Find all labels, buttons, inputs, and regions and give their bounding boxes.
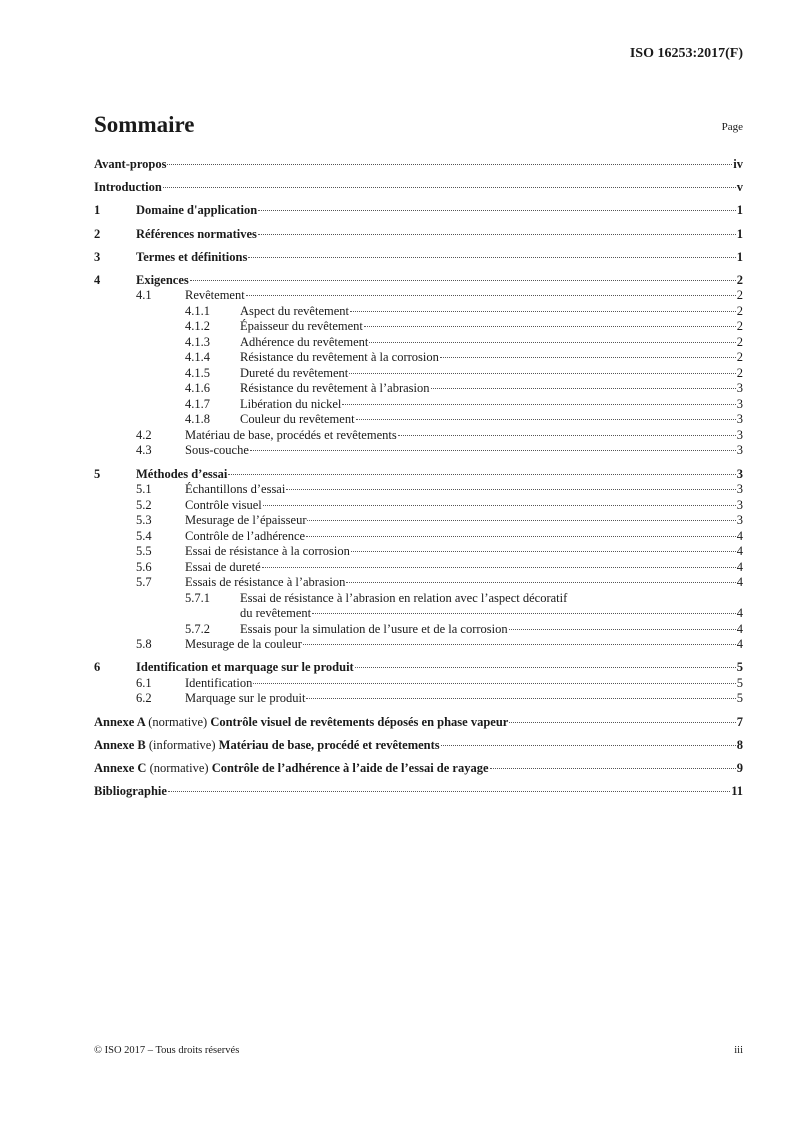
toc-entry[interactable] — [94, 366, 743, 382]
toc-entry[interactable] — [94, 715, 743, 731]
entry-page: 4 — [736, 637, 743, 652]
entry-page: 2 — [736, 272, 743, 287]
entry-title: Contrôle visuel — [185, 497, 262, 512]
dot-leader — [228, 474, 735, 475]
entry-title: Résistance du revêtement à l’abrasion — [240, 381, 430, 396]
entry-title: Sous-couche — [185, 443, 249, 458]
entry-title: Contrôle de l’adhérence à l’aide de l’essai de rayage — [211, 760, 489, 775]
dot-leader — [351, 551, 736, 552]
page-title: Sommaire — [94, 112, 195, 137]
dot-leader — [346, 582, 735, 583]
dot-leader — [258, 234, 736, 235]
entry-title: Essais de résistance à l’abrasion — [185, 575, 346, 590]
toc-entry[interactable] — [94, 738, 743, 754]
toc-entry[interactable] — [94, 575, 743, 591]
toc-entry[interactable] — [94, 761, 743, 777]
table-of-contents — [94, 157, 743, 800]
entry-page: 3 — [736, 412, 743, 427]
entry-title: Introduction — [94, 180, 162, 195]
entry-page: 4 — [736, 528, 743, 543]
document-id-header: ISO 16253:2017(F) — [629, 46, 743, 61]
toc-entry[interactable] — [94, 691, 743, 707]
annex-label: Annexe B — [94, 737, 146, 752]
toc-entry[interactable] — [94, 180, 743, 196]
entry-page: 4 — [736, 621, 743, 636]
entry-number: 4.1 — [136, 288, 152, 303]
entry-page: 2 — [736, 288, 743, 303]
entry-title: Essais pour la simulation de l’usure et de la corrosion — [240, 621, 508, 636]
entry-title: Adhérence du revêtement — [240, 334, 369, 349]
entry-title: Marquage sur le produit — [185, 691, 306, 706]
entry-number: 5.7.2 — [185, 621, 210, 636]
entry-page: 8 — [736, 737, 743, 752]
entry-number: 6.1 — [136, 675, 152, 690]
toc-entry[interactable] — [94, 350, 743, 366]
entry-title: Essai de dureté — [185, 559, 261, 574]
entry-number: 3 — [94, 249, 101, 264]
toc-entry[interactable] — [94, 513, 743, 529]
entry-title: Aspect du revêtement — [240, 303, 349, 318]
annex-label: Annexe A — [94, 714, 146, 729]
annex-title — [94, 738, 440, 754]
entry-page: 1 — [736, 226, 743, 241]
entry-number: 4.1.2 — [185, 319, 210, 334]
toc-entry[interactable] — [94, 606, 743, 622]
entry-number: 5.2 — [136, 497, 152, 512]
entry-number: 4.1.8 — [185, 412, 210, 427]
entry-title: Méthodes d’essai — [136, 466, 228, 481]
entry-page: 3 — [736, 381, 743, 396]
entry-number: 4.3 — [136, 443, 152, 458]
entry-title: Essai de résistance à l’abrasion en relation avec l’aspect décoratif — [240, 590, 568, 605]
entry-title: Références normatives — [136, 226, 257, 241]
entry-number: 6.2 — [136, 691, 152, 706]
entry-page: 2 — [736, 303, 743, 318]
page-number: iii — [734, 1045, 743, 1056]
entry-page: v — [736, 180, 743, 195]
entry-number: 5.6 — [136, 559, 152, 574]
toc-entry[interactable] — [94, 157, 743, 173]
entry-title: Dureté du revêtement — [240, 365, 349, 380]
dot-leader — [350, 311, 736, 312]
entry-number: 5.3 — [136, 513, 152, 528]
entry-number: 4.1.3 — [185, 334, 210, 349]
toc-entry[interactable] — [94, 304, 743, 320]
entry-number: 5 — [94, 466, 101, 481]
toc-entry[interactable] — [94, 203, 743, 219]
toc-entry[interactable] — [94, 498, 743, 514]
entry-title: Termes et définitions — [136, 249, 248, 264]
entry-title: Libération du nickel — [240, 396, 342, 411]
toc-entry[interactable] — [94, 273, 743, 289]
dot-leader — [250, 450, 736, 451]
entry-page: 2 — [736, 350, 743, 365]
entry-title: Mesurage de la couleur — [185, 637, 302, 652]
dot-leader — [369, 342, 735, 343]
entry-title: Revêtement — [185, 288, 245, 303]
toc-entry[interactable] — [94, 591, 743, 607]
entry-page: 1 — [736, 249, 743, 264]
toc-entry[interactable] — [94, 544, 743, 560]
entry-page: 5 — [736, 691, 743, 706]
entry-page: 3 — [736, 466, 743, 481]
entry-number: 5.8 — [136, 637, 152, 652]
footer — [94, 1045, 743, 1056]
toc-entry[interactable] — [94, 288, 743, 304]
page-column-label: Page — [721, 121, 743, 133]
entry-title: Exigences — [136, 272, 189, 287]
entry-title: du revêtement — [240, 606, 312, 621]
entry-number: 4.1.7 — [185, 396, 210, 411]
toc-entry[interactable] — [94, 467, 743, 483]
toc-entry[interactable] — [94, 529, 743, 545]
dot-leader — [398, 435, 736, 436]
annex-title — [94, 761, 489, 777]
entry-title: Domaine d'application — [136, 203, 258, 218]
toc-entry[interactable] — [94, 784, 743, 800]
annex-type: (informative) — [148, 737, 216, 752]
dot-leader — [306, 536, 736, 537]
dot-leader — [190, 280, 736, 281]
entry-page: 3 — [736, 482, 743, 497]
entry-title: Mesurage de l’épaisseur — [185, 513, 307, 528]
dot-leader — [168, 791, 730, 792]
annex-title — [94, 715, 508, 731]
dot-leader — [253, 683, 735, 684]
dot-leader — [355, 667, 736, 668]
toc-entry[interactable] — [94, 335, 743, 351]
annex-label: Annexe C — [94, 760, 147, 775]
entry-page: 4 — [736, 544, 743, 559]
dot-leader — [342, 404, 735, 405]
toc-entry[interactable] — [94, 319, 743, 335]
toc-entry[interactable] — [94, 250, 743, 266]
entry-title: Contrôle visuel de revêtements déposés en phase vapeur — [210, 714, 509, 729]
annex-type: (normative) — [149, 760, 209, 775]
dot-leader — [303, 644, 736, 645]
annex-type: (normative) — [148, 714, 208, 729]
entry-number: 4 — [94, 272, 101, 287]
dot-leader — [509, 722, 735, 723]
entry-page: 7 — [736, 714, 743, 729]
dot-leader — [167, 164, 732, 165]
entry-number: 4.2 — [136, 427, 152, 442]
dot-leader — [286, 489, 735, 490]
entry-title: Échantillons d’essai — [185, 482, 286, 497]
toc-entry[interactable] — [94, 428, 743, 444]
toc-entry[interactable] — [94, 227, 743, 243]
entry-page: 4 — [736, 559, 743, 574]
dot-leader — [364, 326, 736, 327]
entry-page: 2 — [736, 319, 743, 334]
dot-leader — [431, 388, 736, 389]
entry-number: 5.7.1 — [185, 590, 210, 605]
dot-leader — [312, 613, 736, 614]
dot-leader — [356, 419, 736, 420]
entry-title: Matériau de base, procédés et revêtements — [185, 427, 397, 442]
dot-leader — [509, 629, 736, 630]
entry-title: Identification et marquage sur le produit — [136, 660, 354, 675]
toc-entry[interactable] — [94, 482, 743, 498]
entry-page: 3 — [736, 513, 743, 528]
entry-page: 2 — [736, 334, 743, 349]
entry-title: Bibliographie — [94, 784, 167, 799]
entry-page: 5 — [736, 660, 743, 675]
entry-page: 3 — [736, 443, 743, 458]
dot-leader — [441, 745, 736, 746]
dot-leader — [263, 505, 736, 506]
entry-number: 5.7 — [136, 575, 152, 590]
dot-leader — [306, 698, 735, 699]
entry-title: Couleur du revêtement — [240, 412, 355, 427]
dot-leader — [262, 567, 736, 568]
entry-title: Matériau de base, procédé et revêtements — [218, 737, 440, 752]
entry-page: 4 — [736, 606, 743, 621]
toc-entry[interactable] — [94, 660, 743, 676]
copyright: © ISO 2017 – Tous droits réservés — [94, 1045, 240, 1056]
entry-number: 4.1.5 — [185, 365, 210, 380]
dot-leader — [248, 257, 735, 258]
toc-entry[interactable] — [94, 381, 743, 397]
entry-number: 1 — [94, 203, 101, 218]
toc-entry[interactable] — [94, 676, 743, 692]
toc-entry[interactable] — [94, 412, 743, 428]
toc-entry[interactable] — [94, 443, 743, 459]
entry-page: 1 — [736, 203, 743, 218]
entry-number: 4.1.4 — [185, 350, 210, 365]
dot-leader — [490, 768, 736, 769]
entry-title: Contrôle de l’adhérence — [185, 528, 306, 543]
entry-title: Résistance du revêtement à la corrosion — [240, 350, 439, 365]
dot-leader — [258, 210, 736, 211]
entry-page: 5 — [736, 675, 743, 690]
dot-leader — [246, 295, 736, 296]
entry-number: 5.5 — [136, 544, 152, 559]
toc-entry[interactable] — [94, 622, 743, 638]
dot-leader — [349, 373, 735, 374]
toc-entry[interactable] — [94, 397, 743, 413]
toc-entry[interactable] — [94, 637, 743, 653]
entry-title: Avant-propos — [94, 157, 167, 171]
entry-number: 5.4 — [136, 528, 152, 543]
entry-title: Essai de résistance à la corrosion — [185, 544, 350, 559]
entry-page: 11 — [731, 784, 743, 799]
entry-page: 4 — [736, 575, 743, 590]
entry-number: 6 — [94, 660, 101, 675]
entry-page: iv — [733, 157, 743, 171]
entry-page: 2 — [736, 365, 743, 380]
entry-number: 5.1 — [136, 482, 152, 497]
dot-leader — [307, 520, 735, 521]
entry-page: 3 — [736, 497, 743, 512]
entry-number: 4.1.6 — [185, 381, 210, 396]
dot-leader — [163, 187, 736, 188]
toc-entry[interactable] — [94, 560, 743, 576]
dot-leader — [440, 357, 736, 358]
entry-page: 9 — [736, 760, 743, 775]
entry-title: Identification — [185, 675, 253, 690]
entry-number: 4.1.1 — [185, 303, 210, 318]
entry-title: Épaisseur du revêtement — [240, 319, 363, 334]
entry-number: 2 — [94, 226, 101, 241]
entry-page: 3 — [736, 427, 743, 442]
entry-page: 3 — [736, 396, 743, 411]
